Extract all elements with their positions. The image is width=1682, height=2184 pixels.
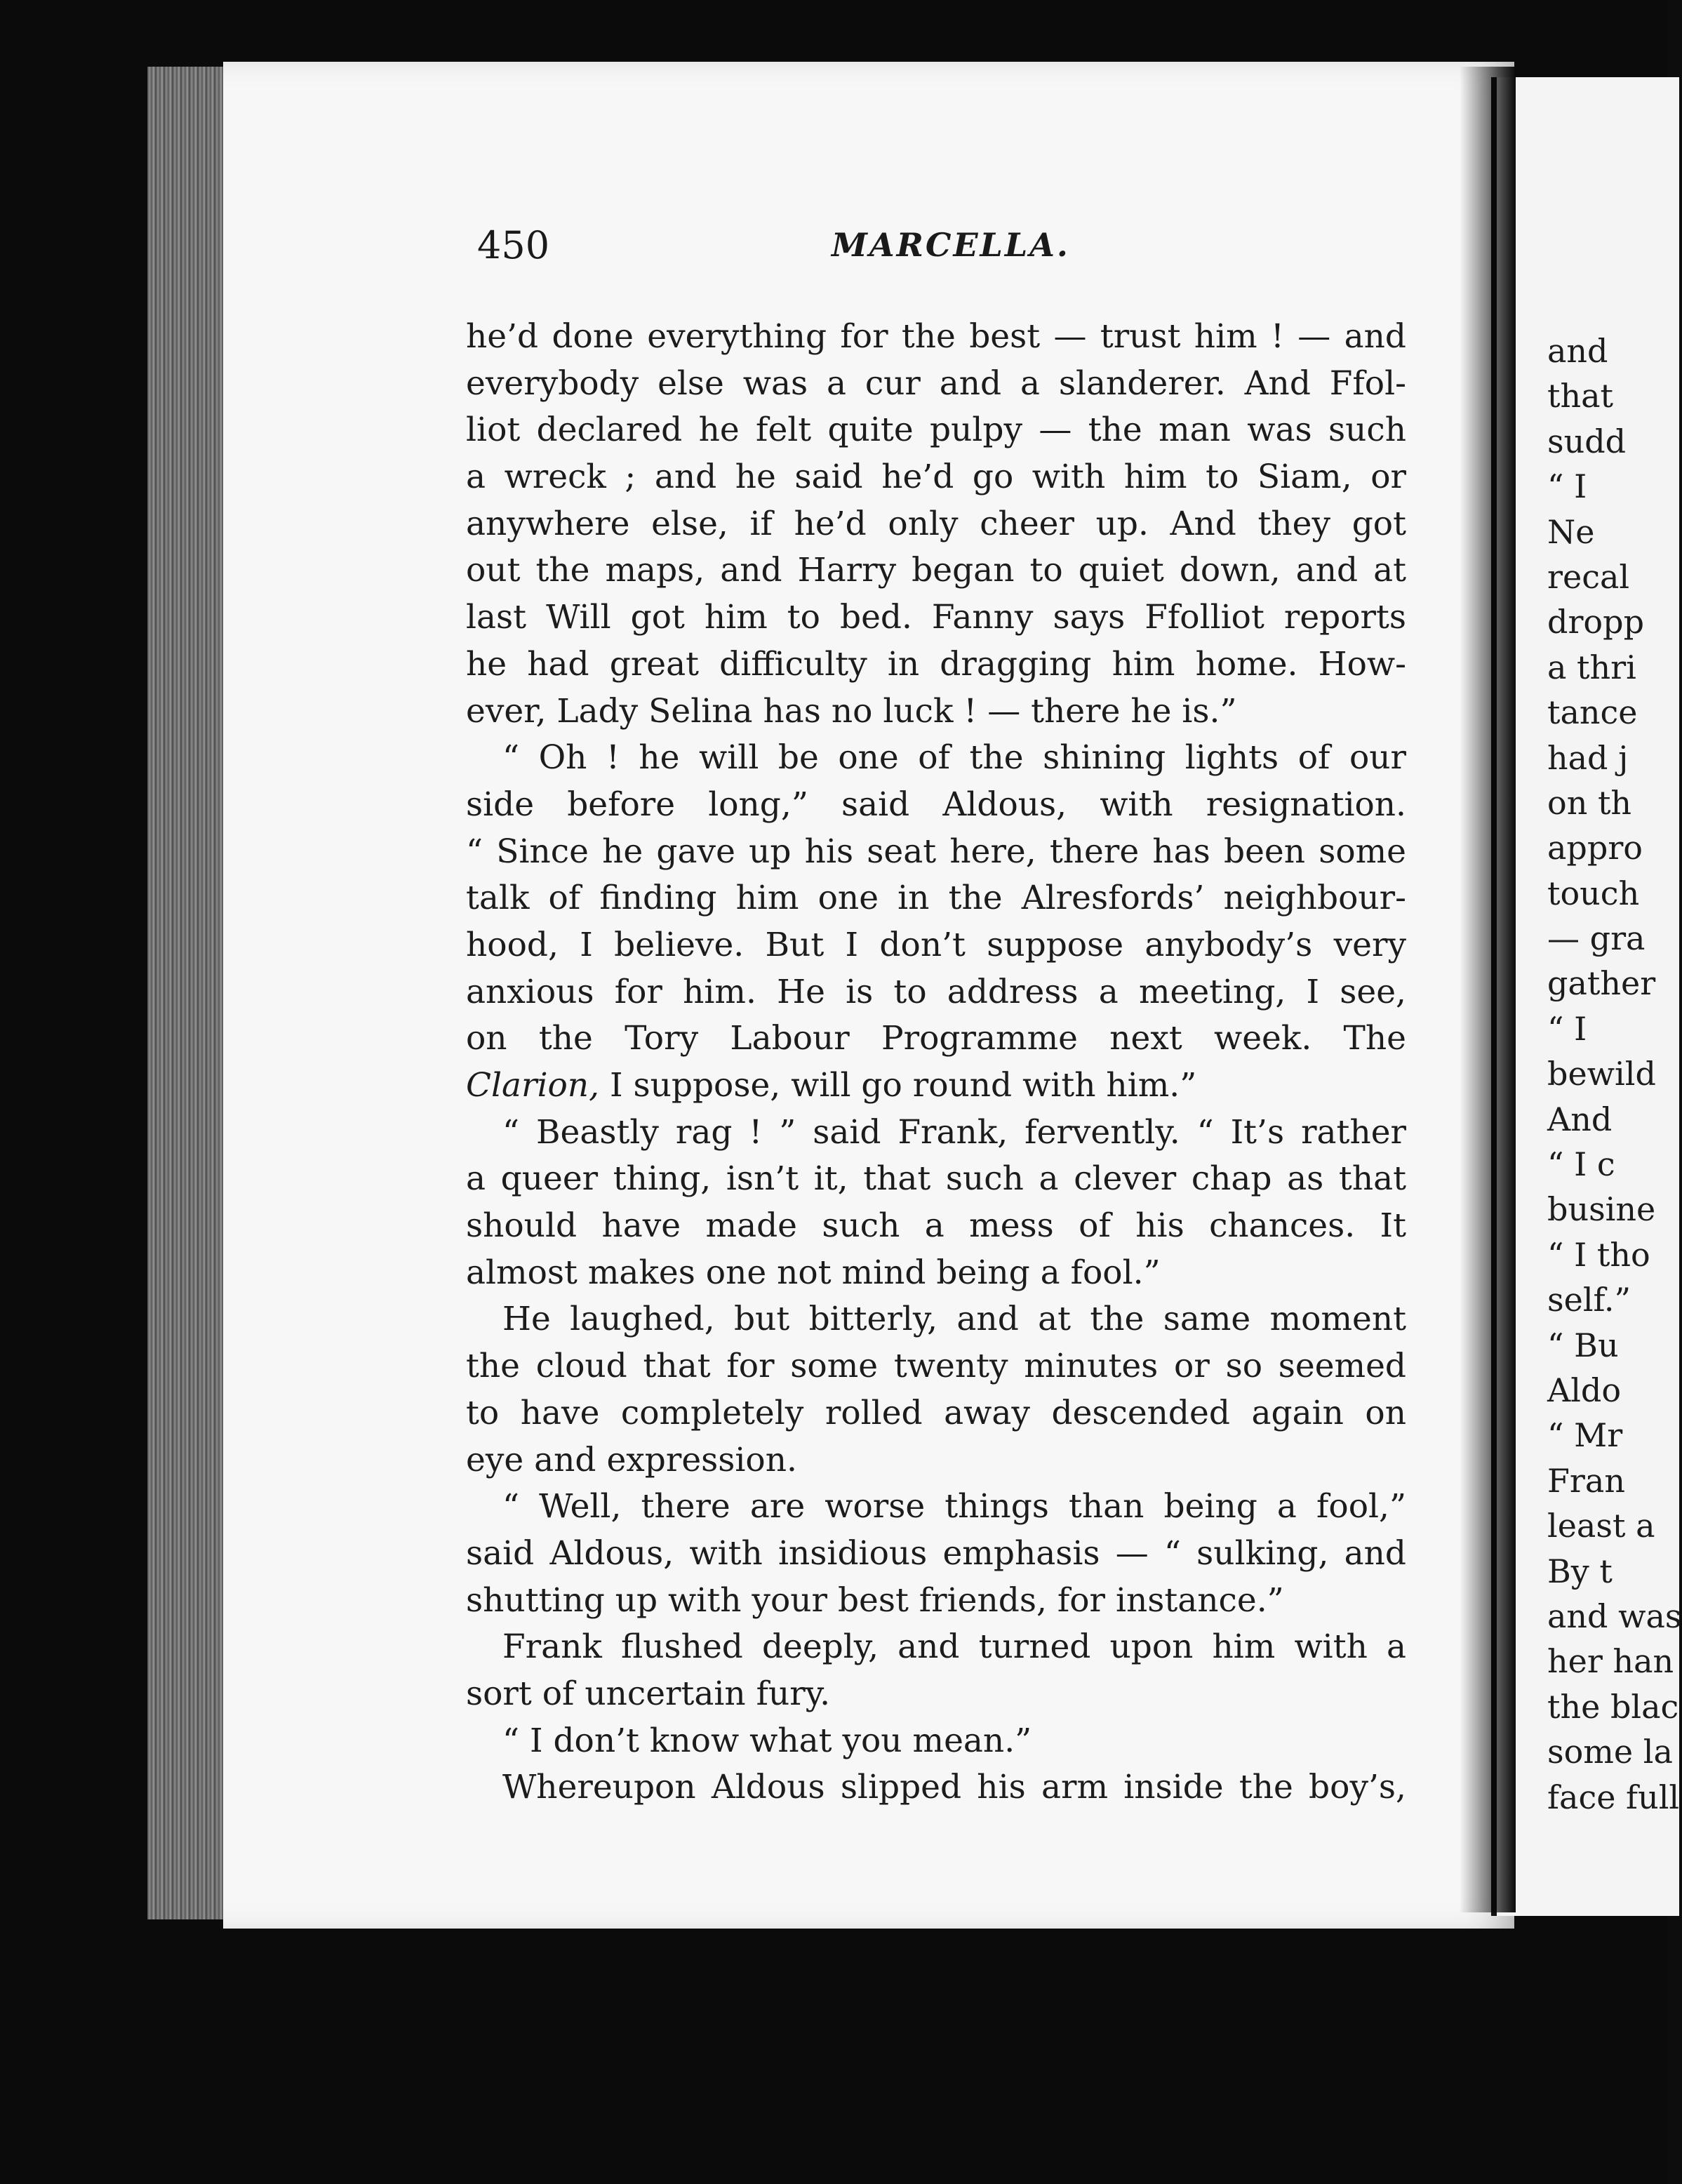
text-line: talk of finding him one in the Alresfords’ neighbour- bbox=[466, 879, 1406, 918]
fragment-line: self.” bbox=[1547, 1281, 1631, 1319]
fragment-line: “ I bbox=[1547, 467, 1587, 506]
fragment-line: the blac bbox=[1547, 1687, 1679, 1726]
text-line: anxious for him. He is to address a meeting, I see, bbox=[466, 972, 1406, 1011]
text-line: out the maps, and Harry began to quiet down, and at bbox=[466, 551, 1406, 590]
fragment-line: touch bbox=[1547, 874, 1640, 912]
fragment-line: that bbox=[1547, 377, 1614, 415]
fragment-line: — gra bbox=[1547, 919, 1646, 958]
page-number: 450 bbox=[477, 223, 550, 267]
text-line: on the Tory Labour Programme next week. The bbox=[466, 1019, 1406, 1058]
text-line: He laughed, but bitterly, and at the same moment bbox=[502, 1300, 1406, 1339]
text-line: “ Oh ! he will be one of the shining lights of our bbox=[502, 738, 1406, 778]
fragment-line: on th bbox=[1547, 783, 1632, 822]
text-line: sort of uncertain fury. bbox=[466, 1674, 831, 1713]
text-line: ever, Lady Selina has no luck ! — there he is.” bbox=[466, 691, 1237, 731]
text-line: Frank flushed deeply, and turned upon him with a bbox=[502, 1627, 1406, 1667]
running-title: MARCELLA. bbox=[832, 226, 1070, 264]
text-line: the cloud that for some twenty minutes or so seemed bbox=[466, 1347, 1406, 1386]
text-line: Whereupon Aldous slipped his arm inside the boy’s, bbox=[502, 1768, 1406, 1807]
text-line: anywhere else, if he’d only cheer up. And they got bbox=[466, 504, 1406, 543]
text-line: “ Since he gave up his seat here, there has been some bbox=[466, 832, 1406, 871]
fragment-line: her han bbox=[1547, 1642, 1674, 1681]
fragment-line: and was bbox=[1547, 1597, 1682, 1635]
fragment-line: And bbox=[1547, 1100, 1613, 1138]
text-line: liot declared he felt quite pulpy — the man was such bbox=[466, 411, 1406, 450]
fragment-line: “ I tho bbox=[1547, 1235, 1650, 1274]
left-page-edge bbox=[147, 67, 228, 1919]
fragment-line: face full bbox=[1547, 1778, 1680, 1816]
text-line: shutting up with your best friends, for instance.” bbox=[466, 1580, 1284, 1620]
text-line: “ Beastly rag ! ” said Frank, fervently. “ It’s rather bbox=[502, 1112, 1406, 1152]
text-line: hood, I believe. But I don’t suppose anybody’s very bbox=[466, 925, 1406, 964]
fragment-line: Aldo bbox=[1547, 1371, 1622, 1409]
fragment-line: a thri bbox=[1547, 648, 1636, 686]
text-line: a wreck ; and he said he’d go with him to Siam, or bbox=[466, 458, 1406, 497]
fragment-line: recal bbox=[1547, 557, 1630, 596]
fragment-line: “ I bbox=[1547, 1009, 1587, 1048]
fragment-line: Fran bbox=[1547, 1461, 1625, 1500]
text-line: side before long,” said Aldous, with resignation. bbox=[466, 785, 1406, 824]
text-line: everybody else was a cur and a slanderer. And Ffol- bbox=[466, 364, 1406, 403]
book-gutter-shadow bbox=[1460, 67, 1516, 1912]
text-line: he’d done everything for the best — trust him ! — and bbox=[466, 317, 1406, 356]
fragment-line: “ Mr bbox=[1547, 1416, 1623, 1455]
left-page-text bbox=[466, 314, 1406, 1811]
fragment-line: appro bbox=[1547, 829, 1643, 867]
fragment-line: dropp bbox=[1547, 603, 1645, 641]
line-text: I suppose, will go round with him.” bbox=[599, 1066, 1197, 1105]
fragment-line: By t bbox=[1547, 1552, 1613, 1590]
text-line: almost makes one not mind being a fool.” bbox=[466, 1253, 1161, 1292]
fragment-line: gather bbox=[1547, 964, 1656, 1003]
text-line: a queer thing, isn’t it, that such a clever chap as that bbox=[466, 1159, 1406, 1199]
fragment-line: least a bbox=[1547, 1507, 1655, 1545]
fragment-line: had j bbox=[1547, 738, 1629, 777]
italic-text: Clarion, bbox=[466, 1066, 600, 1105]
fragment-line: and bbox=[1547, 332, 1608, 370]
fragment-line: “ Bu bbox=[1547, 1326, 1619, 1364]
text-line bbox=[466, 1063, 1406, 1110]
text-line: “ I don’t know what you mean.” bbox=[502, 1721, 1032, 1760]
text-line: eye and expression. bbox=[466, 1440, 797, 1479]
text-line: said Aldous, with insidious emphasis — “ sulking, and bbox=[466, 1533, 1406, 1573]
fragment-line: Ne bbox=[1547, 512, 1595, 551]
fragment-line: tance bbox=[1547, 693, 1638, 732]
text-line: he had great difficulty in dragging him home. How- bbox=[466, 644, 1406, 684]
fragment-line: bewild bbox=[1547, 1055, 1656, 1093]
text-line: last Will got him to bed. Fanny says Ffolliot reports bbox=[466, 598, 1406, 637]
text-line: “ Well, there are worse things than being a fool,” bbox=[502, 1487, 1406, 1526]
text-line: should have made such a mess of his chances. It bbox=[466, 1206, 1406, 1246]
text-line: to have completely rolled away descended again on bbox=[466, 1393, 1406, 1432]
right-page-text-fragments bbox=[1547, 328, 1682, 1820]
fragment-line: busine bbox=[1547, 1190, 1656, 1229]
fragment-line: some la bbox=[1547, 1733, 1673, 1771]
fragment-line: sudd bbox=[1547, 422, 1627, 460]
running-head bbox=[477, 223, 1403, 272]
fragment-line: “ I c bbox=[1547, 1145, 1615, 1184]
